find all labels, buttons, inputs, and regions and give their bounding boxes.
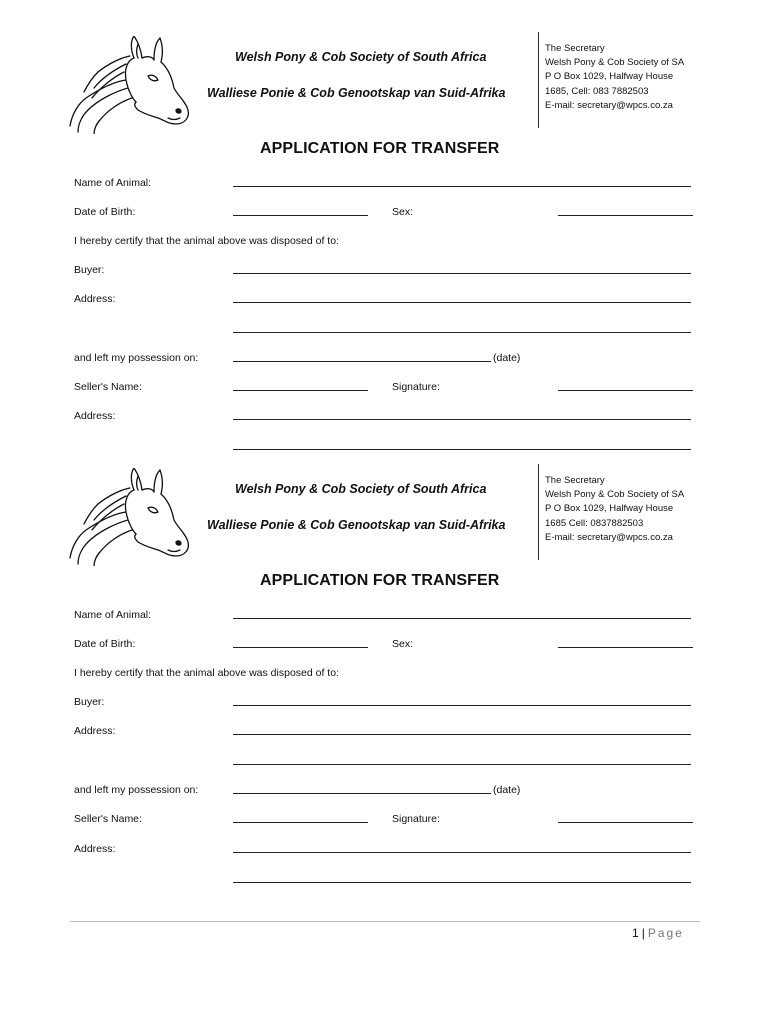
seller-address-field-2[interactable]	[233, 882, 691, 883]
name-of-animal-field[interactable]	[233, 186, 691, 187]
org-name-afrikaans: Walliese Ponie & Cob Genootskap van Suid-Afrika	[207, 518, 506, 532]
left-possession-label: and left my possession on:	[74, 784, 199, 796]
date-suffix: (date)	[493, 352, 521, 364]
footer-rule	[70, 921, 700, 922]
date-of-birth-label: Date of Birth:	[74, 638, 136, 650]
contact-line: Welsh Pony & Cob Society of SA	[545, 489, 685, 501]
contact-line: P O Box 1029, Halfway House	[545, 71, 674, 83]
sex-field[interactable]	[558, 215, 693, 216]
contact-line: The Secretary	[545, 43, 605, 54]
contact-line: P O Box 1029, Halfway House	[545, 503, 674, 515]
seller-address-label: Address:	[74, 843, 116, 855]
org-name-english: Welsh Pony & Cob Society of South Africa	[235, 482, 487, 496]
signature-field[interactable]	[558, 822, 693, 823]
buyer-address-field-1[interactable]	[233, 302, 691, 303]
buyer-address-label: Address:	[74, 293, 116, 305]
left-possession-label: and left my possession on:	[74, 352, 199, 364]
date-suffix: (date)	[493, 784, 521, 796]
header-divider	[538, 32, 539, 128]
contact-line: The Secretary	[545, 475, 605, 486]
buyer-address-field-2[interactable]	[233, 764, 691, 765]
certify-statement: I hereby certify that the animal above was disposed of to:	[74, 235, 339, 247]
contact-block	[545, 474, 684, 545]
form-title: APPLICATION FOR TRANSFER	[260, 140, 500, 157]
buyer-address-field-2[interactable]	[233, 332, 691, 333]
buyer-field[interactable]	[233, 273, 691, 274]
page-word: Page	[647, 926, 684, 940]
page-number: 1	[632, 926, 639, 940]
sex-field[interactable]	[558, 647, 693, 648]
sellers-name-field[interactable]	[233, 390, 368, 391]
signature-field[interactable]	[558, 390, 693, 391]
contact-line: Welsh Pony & Cob Society of SA	[545, 57, 685, 69]
pony-head-icon	[68, 36, 192, 134]
sellers-name-field[interactable]	[233, 822, 368, 823]
header-divider	[538, 464, 539, 560]
buyer-label: Buyer:	[74, 264, 105, 276]
signature-label: Signature:	[392, 813, 440, 825]
contact-line: 1685 Cell: 0837882503	[545, 517, 644, 529]
sellers-name-label: Seller's Name:	[74, 381, 142, 393]
name-of-animal-field[interactable]	[233, 618, 691, 619]
pony-head-icon	[68, 468, 192, 566]
transfer-form-1	[0, 36, 770, 466]
possession-date-field[interactable]	[233, 793, 491, 794]
certify-statement: I hereby certify that the animal above was disposed of to:	[74, 667, 339, 679]
date-of-birth-field[interactable]	[233, 215, 368, 216]
date-of-birth-field[interactable]	[233, 647, 368, 648]
date-of-birth-label: Date of Birth:	[74, 206, 136, 218]
name-of-animal-label: Name of Animal:	[74, 609, 152, 621]
org-name-afrikaans: Walliese Ponie & Cob Genootskap van Suid-Afrika	[207, 86, 506, 100]
contact-line: E-mail: secretary@wpcs.co.za	[545, 99, 673, 111]
sellers-name-label: Seller's Name:	[74, 813, 142, 825]
signature-label: Signature:	[392, 381, 440, 393]
seller-address-field-2[interactable]	[233, 449, 691, 450]
seller-address-field-1[interactable]	[233, 419, 691, 420]
page-separator: |	[641, 926, 645, 940]
seller-address-label: Address:	[74, 410, 116, 422]
buyer-address-label: Address:	[74, 725, 116, 737]
org-name-english: Welsh Pony & Cob Society of South Africa	[235, 50, 487, 64]
contact-line: 1685, Cell: 083 7882503	[545, 85, 649, 97]
name-of-animal-label: Name of Animal:	[74, 177, 152, 189]
seller-address-field-1[interactable]	[233, 852, 691, 853]
buyer-address-field-1[interactable]	[233, 734, 691, 735]
transfer-form-2	[0, 468, 770, 898]
form-title: APPLICATION FOR TRANSFER	[260, 572, 500, 589]
buyer-field[interactable]	[233, 705, 691, 706]
contact-block	[545, 42, 684, 113]
buyer-label: Buyer:	[74, 696, 105, 708]
contact-line: E-mail: secretary@wpcs.co.za	[545, 531, 673, 543]
sex-label: Sex:	[392, 638, 414, 650]
sex-label: Sex:	[392, 206, 414, 218]
page-footer	[632, 926, 684, 940]
possession-date-field[interactable]	[233, 361, 491, 362]
